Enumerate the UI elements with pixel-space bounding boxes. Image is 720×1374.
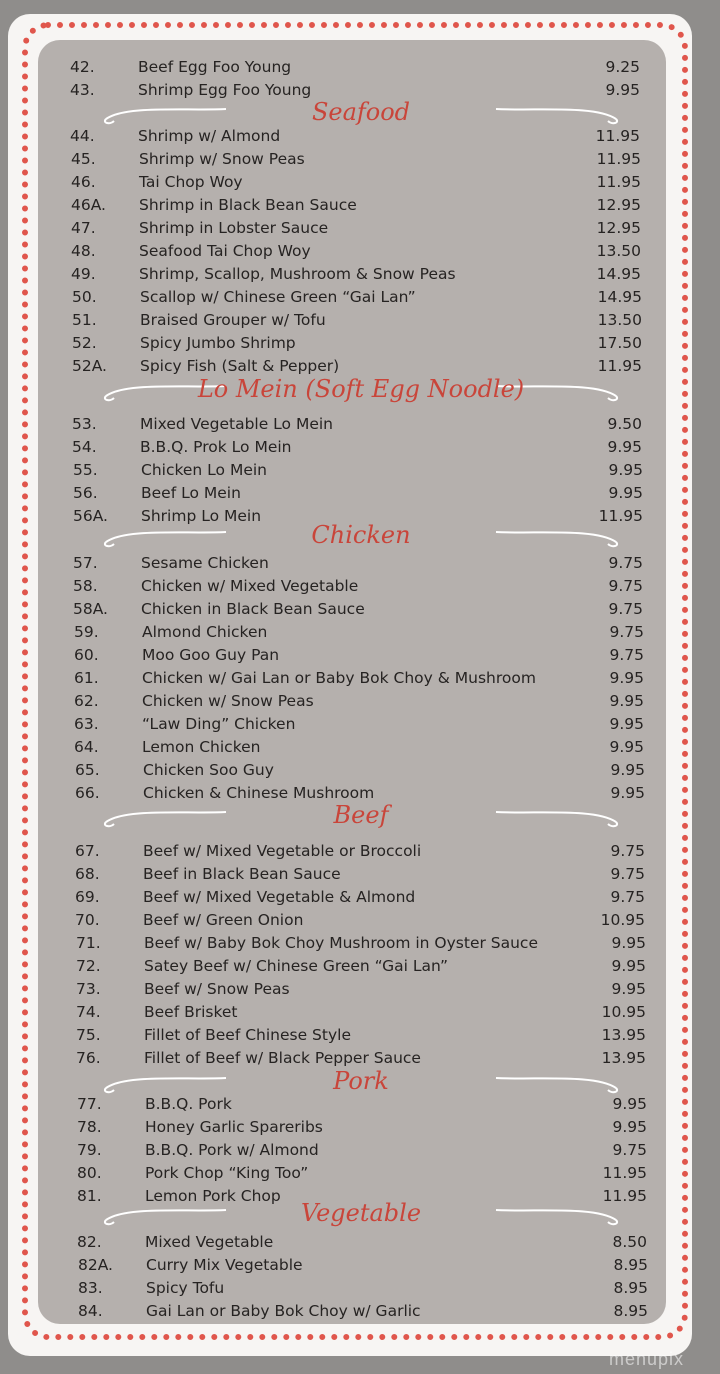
item-number: 52A.	[72, 357, 107, 375]
menu-item	[72, 436, 642, 459]
item-name: Spicy Jumbo Shrimp	[140, 334, 296, 352]
item-number: 50.	[72, 288, 97, 306]
menu-item	[76, 1047, 646, 1070]
item-price: 9.75	[610, 888, 645, 906]
section-title: Vegetable	[300, 1199, 422, 1227]
item-price: 13.50	[596, 242, 641, 260]
item-number: 72.	[76, 957, 101, 975]
item-name: Beef Egg Foo Young	[138, 58, 292, 76]
item-number: 64.	[74, 738, 99, 756]
item-price: 9.75	[612, 1141, 647, 1159]
item-price: 11.95	[598, 507, 643, 525]
item-number: 48.	[71, 242, 96, 260]
section-title: Pork	[333, 1067, 389, 1095]
item-price: 12.95	[596, 196, 641, 214]
item-price: 9.95	[609, 738, 644, 756]
item-name: Chicken Lo Mein	[141, 461, 267, 479]
item-number: 75.	[76, 1026, 101, 1044]
item-name: Beef w/ Mixed Vegetable & Almond	[143, 888, 416, 906]
item-name: Shrimp, Scallop, Mushroom & Snow Peas	[139, 265, 456, 283]
item-number: 74.	[76, 1003, 101, 1021]
item-price: 9.75	[608, 554, 643, 572]
item-price: 10.95	[601, 1003, 646, 1021]
menu-item	[71, 171, 641, 194]
item-name: Shrimp Egg Foo Young	[138, 81, 312, 99]
section-title: Lo Mein (Soft Egg Noodle)	[197, 375, 525, 403]
item-number: 82.	[77, 1233, 102, 1251]
item-number: 44.	[70, 127, 95, 145]
menu-item	[76, 1024, 646, 1047]
menu-item	[72, 309, 642, 332]
item-name: B.B.Q. Prok Lo Mein	[140, 438, 292, 456]
menu-item	[74, 621, 644, 644]
item-name: Honey Garlic Spareribs	[145, 1118, 323, 1136]
item-number: 53.	[72, 415, 97, 433]
item-price: 9.75	[608, 600, 643, 618]
menu-item	[71, 217, 641, 240]
item-name: Braised Grouper w/ Tofu	[140, 311, 326, 329]
item-number: 67.	[75, 842, 100, 860]
item-price: 11.95	[597, 357, 642, 375]
item-name: Lemon Pork Chop	[145, 1187, 281, 1205]
item-name: Lemon Chicken	[142, 738, 261, 756]
menu-item	[73, 552, 643, 575]
menu-item	[75, 840, 645, 863]
menu-item	[73, 598, 643, 621]
item-price: 9.95	[610, 784, 645, 802]
menu-item	[74, 690, 644, 713]
menu-item	[73, 459, 643, 482]
menu-item	[74, 736, 644, 759]
menu-item	[75, 863, 645, 886]
item-number: 56A.	[73, 507, 108, 525]
menu-item	[78, 1277, 648, 1300]
item-name: Fillet of Beef Chinese Style	[144, 1026, 351, 1044]
item-price: 9.95	[608, 484, 643, 502]
menu-item	[77, 1093, 647, 1116]
item-name: Beef w/ Mixed Vegetable or Broccoli	[143, 842, 422, 860]
item-number: 81.	[77, 1187, 102, 1205]
item-name: Beef Lo Mein	[141, 484, 241, 502]
item-price: 9.95	[609, 669, 644, 687]
item-price: 9.75	[609, 623, 644, 641]
item-number: 62.	[74, 692, 99, 710]
section-header	[96, 800, 626, 834]
item-name: Shrimp w/ Almond	[138, 127, 281, 145]
section-header	[96, 374, 626, 408]
item-number: 63.	[74, 715, 99, 733]
menu-item	[73, 505, 643, 528]
item-number: 71.	[76, 934, 101, 952]
item-price: 9.95	[609, 692, 644, 710]
menu-item	[77, 1162, 647, 1185]
item-number: 58.	[73, 577, 98, 595]
item-price: 9.75	[610, 842, 645, 860]
item-name: Beef w/ Baby Bok Choy Mushroom in Oyster Sauce	[144, 934, 538, 952]
menu-item	[76, 1001, 646, 1024]
item-price: 9.50	[607, 415, 642, 433]
menu-item	[71, 194, 641, 217]
item-name: B.B.Q. Pork w/ Almond	[145, 1141, 319, 1159]
item-number: 57.	[73, 554, 98, 572]
item-number: 76.	[76, 1049, 101, 1067]
item-number: 54.	[72, 438, 97, 456]
item-number: 77.	[77, 1095, 102, 1113]
item-number: 79.	[77, 1141, 102, 1159]
item-number: 45.	[71, 150, 96, 168]
item-number: 46A.	[71, 196, 106, 214]
menu-item	[70, 56, 640, 79]
item-name: Gai Lan or Baby Bok Choy w/ Garlic	[146, 1302, 421, 1320]
item-name: Mixed Vegetable	[145, 1233, 274, 1251]
menu-item	[77, 1185, 647, 1208]
item-number: 58A.	[73, 600, 108, 618]
item-price: 12.95	[596, 219, 641, 237]
menu-item	[75, 759, 645, 782]
item-name: Chicken Soo Guy	[143, 761, 274, 779]
menu-item	[72, 286, 642, 309]
item-price: 9.95	[608, 461, 643, 479]
menu-item	[71, 240, 641, 263]
item-price: 11.95	[602, 1187, 647, 1205]
menu-item	[76, 978, 646, 1001]
menu-item	[73, 575, 643, 598]
item-number: 55.	[73, 461, 98, 479]
item-price: 9.95	[610, 761, 645, 779]
item-name: Mixed Vegetable Lo Mein	[140, 415, 333, 433]
item-name: Spicy Tofu	[146, 1279, 225, 1297]
menu-item	[77, 1139, 647, 1162]
item-name: “Law Ding” Chicken	[142, 715, 296, 733]
item-number: 52.	[72, 334, 97, 352]
item-name: Pork Chop “King Too”	[145, 1164, 309, 1182]
item-price: 13.95	[601, 1049, 646, 1067]
section-title: Chicken	[311, 521, 411, 549]
item-price: 11.95	[596, 150, 641, 168]
menu-item	[74, 713, 644, 736]
item-name: Sesame Chicken	[141, 554, 269, 572]
item-price: 9.95	[611, 934, 646, 952]
item-number: 59.	[74, 623, 99, 641]
item-price: 11.95	[595, 127, 640, 145]
menu-item	[75, 886, 645, 909]
menu-item	[77, 1116, 647, 1139]
item-number: 49.	[71, 265, 96, 283]
item-price: 13.50	[597, 311, 642, 329]
item-price: 9.95	[605, 81, 640, 99]
menu-item	[72, 332, 642, 355]
item-price: 9.75	[610, 865, 645, 883]
item-name: Shrimp w/ Snow Peas	[139, 150, 305, 168]
item-price: 8.50	[612, 1233, 647, 1251]
item-price: 9.75	[608, 577, 643, 595]
item-number: 43.	[70, 81, 95, 99]
item-name: Scallop w/ Chinese Green “Gai Lan”	[140, 288, 416, 306]
item-number: 84.	[78, 1302, 103, 1320]
menu-item	[76, 932, 646, 955]
item-number: 83.	[78, 1279, 103, 1297]
item-number: 42.	[70, 58, 95, 76]
item-name: Chicken w/ Gai Lan or Baby Bok Choy & Mushroom	[142, 669, 536, 687]
item-name: Tai Chop Woy	[139, 173, 243, 191]
item-name: Satey Beef w/ Chinese Green “Gai Lan”	[144, 957, 449, 975]
menu-item	[78, 1254, 648, 1277]
item-number: 46.	[71, 173, 96, 191]
item-price: 9.95	[611, 957, 646, 975]
item-name: Shrimp in Lobster Sauce	[139, 219, 329, 237]
item-number: 82A.	[78, 1256, 113, 1274]
item-price: 14.95	[596, 265, 641, 283]
item-price: 9.95	[611, 980, 646, 998]
menu-item	[74, 667, 644, 690]
menu-item	[74, 644, 644, 667]
item-price: 9.95	[612, 1118, 647, 1136]
menu-item	[72, 355, 642, 378]
item-name: Chicken & Chinese Mushroom	[143, 784, 375, 802]
item-price: 8.95	[613, 1279, 648, 1297]
item-price: 11.95	[596, 173, 641, 191]
item-name: Almond Chicken	[142, 623, 268, 641]
item-name: Beef Brisket	[144, 1003, 238, 1021]
item-price: 9.95	[607, 438, 642, 456]
item-price: 17.50	[597, 334, 642, 352]
menu-item	[76, 955, 646, 978]
item-price: 14.95	[597, 288, 642, 306]
item-number: 68.	[75, 865, 100, 883]
item-number: 69.	[75, 888, 100, 906]
item-name: B.B.Q. Pork	[145, 1095, 232, 1113]
item-number: 56.	[73, 484, 98, 502]
item-name: Shrimp in Black Bean Sauce	[139, 196, 357, 214]
item-name: Chicken w/ Mixed Vegetable	[141, 577, 359, 595]
item-number: 73.	[76, 980, 101, 998]
item-price: 9.95	[612, 1095, 647, 1113]
item-name: Shrimp Lo Mein	[141, 507, 262, 525]
item-number: 70.	[75, 911, 100, 929]
menu-item	[71, 148, 641, 171]
item-name: Beef in Black Bean Sauce	[143, 865, 341, 883]
section-title: Beef	[333, 801, 389, 829]
item-price: 9.25	[605, 58, 640, 76]
item-name: Chicken in Black Bean Sauce	[141, 600, 365, 618]
item-price: 8.95	[613, 1302, 648, 1320]
item-number: 47.	[71, 219, 96, 237]
menu-item	[75, 909, 645, 932]
item-number: 51.	[72, 311, 97, 329]
item-name: Beef w/ Green Onion	[143, 911, 304, 929]
item-number: 66.	[75, 784, 100, 802]
item-number: 65.	[75, 761, 100, 779]
item-number: 61.	[74, 669, 99, 687]
menu-item	[70, 79, 640, 102]
menu-item	[75, 782, 645, 805]
menu-item	[72, 413, 642, 436]
menu-item	[73, 482, 643, 505]
item-price: 11.95	[602, 1164, 647, 1182]
item-name: Chicken w/ Snow Peas	[142, 692, 314, 710]
item-name: Moo Goo Guy Pan	[142, 646, 280, 664]
item-number: 78.	[77, 1118, 102, 1136]
item-price: 8.95	[613, 1256, 648, 1274]
item-name: Spicy Fish (Salt & Pepper)	[140, 357, 340, 375]
item-price: 13.95	[601, 1026, 646, 1044]
item-number: 60.	[74, 646, 99, 664]
item-price: 9.75	[609, 646, 644, 664]
item-number: 80.	[77, 1164, 102, 1182]
item-name: Curry Mix Vegetable	[146, 1256, 303, 1274]
menu-item	[78, 1300, 648, 1323]
menu-item	[71, 263, 641, 286]
section-title: Seafood	[311, 98, 411, 126]
item-name: Beef w/ Snow Peas	[144, 980, 290, 998]
watermark-logo: menupix	[608, 1349, 684, 1369]
item-name: Fillet of Beef w/ Black Pepper Sauce	[144, 1049, 421, 1067]
item-price: 9.95	[609, 715, 644, 733]
item-price: 10.95	[600, 911, 645, 929]
menu-item	[70, 125, 640, 148]
item-name: Seafood Tai Chop Woy	[139, 242, 311, 260]
menu-item	[77, 1231, 647, 1254]
